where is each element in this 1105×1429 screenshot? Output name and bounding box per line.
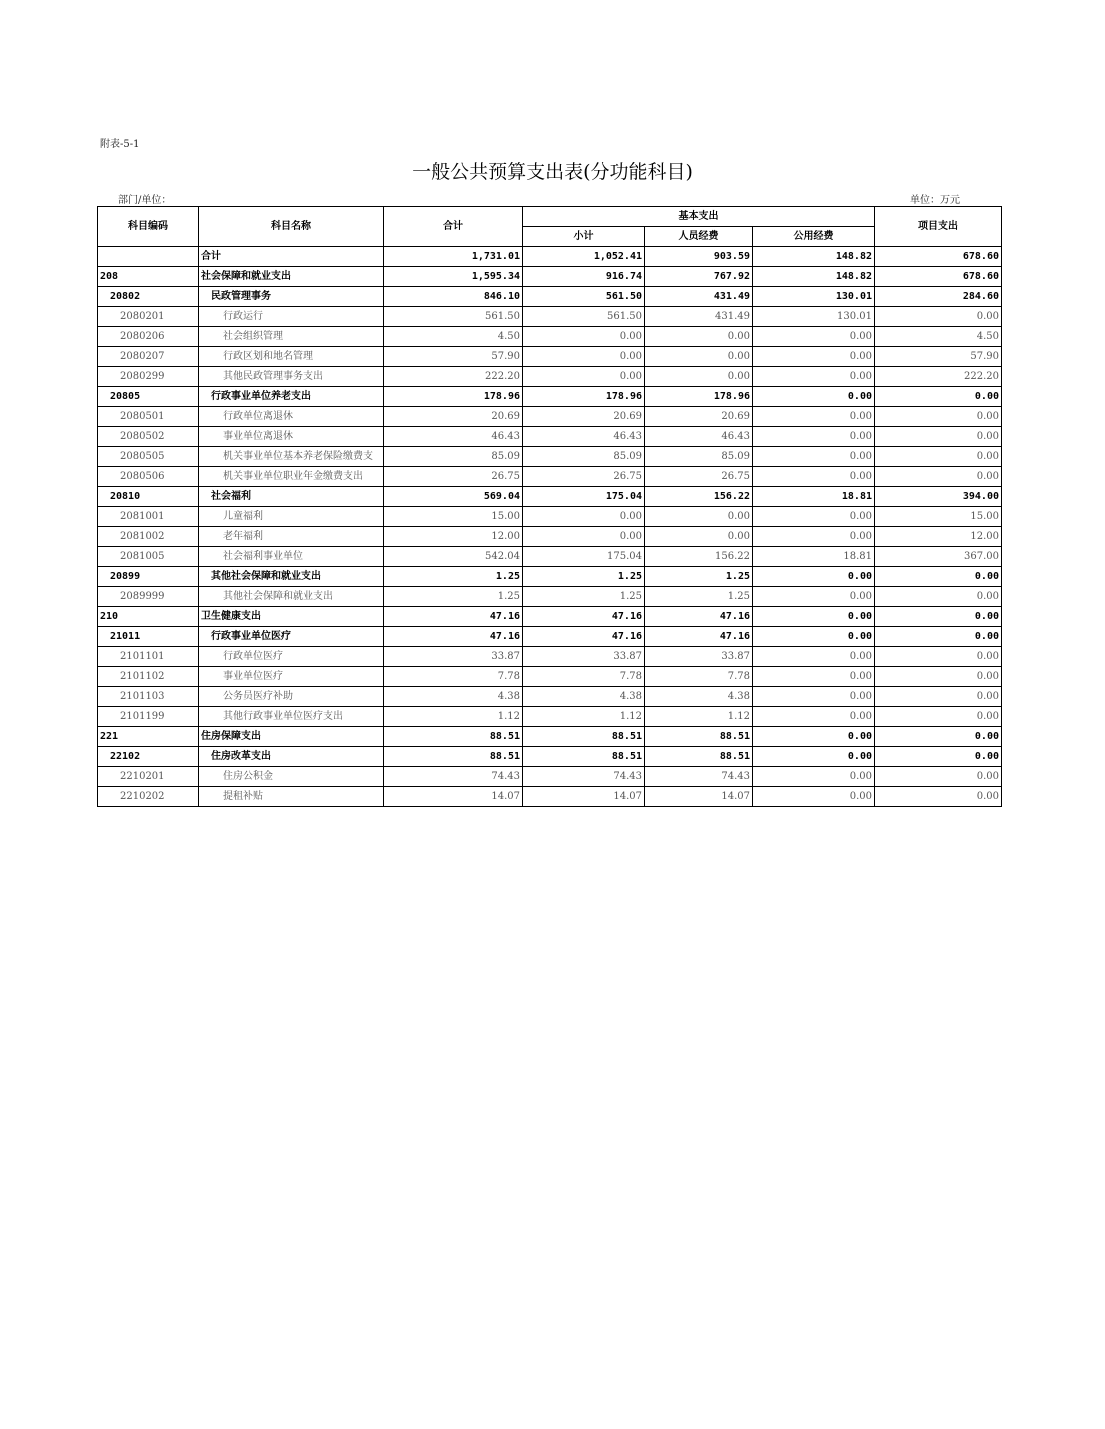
cell-total: 1,595.34 [384, 267, 523, 287]
cell-subtotal: 0.00 [523, 527, 645, 547]
cell-project: 0.00 [875, 747, 1002, 767]
cell-project: 284.60 [875, 287, 1002, 307]
unit-label: 单位：万元 [910, 195, 960, 206]
cell-public: 0.00 [753, 427, 875, 447]
table-row [98, 507, 1002, 527]
cell-personnel: 1.25 [645, 567, 753, 587]
cell-public: 130.01 [753, 307, 875, 327]
header-code: 科目编码 [98, 207, 199, 247]
table-row [98, 307, 1002, 327]
table-row [98, 567, 1002, 587]
cell-name: 民政管理事务 [199, 287, 384, 307]
cell-code: 210 [98, 607, 199, 627]
cell-public: 0.00 [753, 747, 875, 767]
cell-total: 569.04 [384, 487, 523, 507]
cell-subtotal: 4.38 [523, 687, 645, 707]
table-row [98, 647, 1002, 667]
cell-public: 0.00 [753, 327, 875, 347]
cell-personnel: 7.78 [645, 667, 753, 687]
cell-subtotal: 20.69 [523, 407, 645, 427]
cell-public: 0.00 [753, 407, 875, 427]
cell-name: 机关事业单位基本养老保险缴费支 [199, 447, 384, 467]
cell-personnel: 47.16 [645, 627, 753, 647]
cell-name: 行政区划和地名管理 [199, 347, 384, 367]
cell-name: 社会福利事业单位 [199, 547, 384, 567]
cell-code: 2080502 [98, 427, 199, 447]
cell-code: 20810 [98, 487, 199, 507]
cell-code: 2080207 [98, 347, 199, 367]
cell-code: 2081001 [98, 507, 199, 527]
cell-code: 20899 [98, 567, 199, 587]
cell-project: 0.00 [875, 647, 1002, 667]
cell-code: 20805 [98, 387, 199, 407]
cell-code: 2080506 [98, 467, 199, 487]
cell-public: 148.82 [753, 267, 875, 287]
cell-total: 7.78 [384, 667, 523, 687]
cell-public: 0.00 [753, 467, 875, 487]
cell-project: 0.00 [875, 687, 1002, 707]
cell-code: 2089999 [98, 587, 199, 607]
cell-project: 0.00 [875, 407, 1002, 427]
cell-public: 0.00 [753, 367, 875, 387]
cell-name: 住房公积金 [199, 767, 384, 787]
cell-personnel: 0.00 [645, 367, 753, 387]
cell-project: 15.00 [875, 507, 1002, 527]
cell-personnel: 33.87 [645, 647, 753, 667]
cell-personnel: 1.12 [645, 707, 753, 727]
table-row [98, 287, 1002, 307]
cell-total: 4.38 [384, 687, 523, 707]
cell-public: 0.00 [753, 507, 875, 527]
cell-code: 22102 [98, 747, 199, 767]
table-row [98, 407, 1002, 427]
cell-public: 0.00 [753, 527, 875, 547]
cell-total: 14.07 [384, 787, 523, 807]
cell-name: 住房保障支出 [199, 727, 384, 747]
cell-total: 15.00 [384, 507, 523, 527]
table-row [98, 387, 1002, 407]
cell-name: 行政事业单位医疗 [199, 627, 384, 647]
cell-code: 221 [98, 727, 199, 747]
cell-total: 47.16 [384, 627, 523, 647]
cell-code: 2210202 [98, 787, 199, 807]
cell-project: 4.50 [875, 327, 1002, 347]
cell-total: 561.50 [384, 307, 523, 327]
header-name: 科目名称 [199, 207, 384, 247]
cell-code: 208 [98, 267, 199, 287]
cell-subtotal: 0.00 [523, 367, 645, 387]
cell-total: 12.00 [384, 527, 523, 547]
cell-public: 0.00 [753, 627, 875, 647]
cell-name: 社会保障和就业支出 [199, 267, 384, 287]
cell-name: 儿童福利 [199, 507, 384, 527]
cell-personnel: 1.25 [645, 587, 753, 607]
cell-name: 行政单位医疗 [199, 647, 384, 667]
header-personnel: 人员经费 [645, 227, 753, 247]
cell-public: 0.00 [753, 707, 875, 727]
table-row [98, 627, 1002, 647]
cell-name: 其他社会保障和就业支出 [199, 567, 384, 587]
cell-public: 0.00 [753, 567, 875, 587]
table-row [98, 327, 1002, 347]
cell-name: 合计 [199, 247, 384, 267]
cell-total: 222.20 [384, 367, 523, 387]
cell-name: 住房改革支出 [199, 747, 384, 767]
table-row [98, 527, 1002, 547]
table-row [98, 267, 1002, 287]
cell-code [98, 247, 199, 267]
header-basic: 基本支出 [523, 207, 875, 227]
cell-total: 1,731.01 [384, 247, 523, 267]
cell-total: 20.69 [384, 407, 523, 427]
table-row [98, 367, 1002, 387]
cell-personnel: 767.92 [645, 267, 753, 287]
cell-public: 0.00 [753, 387, 875, 407]
cell-project: 222.20 [875, 367, 1002, 387]
cell-project: 0.00 [875, 787, 1002, 807]
cell-personnel: 85.09 [645, 447, 753, 467]
cell-code: 2101102 [98, 667, 199, 687]
cell-total: 1.12 [384, 707, 523, 727]
header-total: 合计 [384, 207, 523, 247]
cell-code: 20802 [98, 287, 199, 307]
header-public: 公用经费 [753, 227, 875, 247]
cell-total: 4.50 [384, 327, 523, 347]
cell-project: 0.00 [875, 767, 1002, 787]
table-row [98, 667, 1002, 687]
cell-name: 其他民政管理事务支出 [199, 367, 384, 387]
cell-code: 2080206 [98, 327, 199, 347]
table-row [98, 467, 1002, 487]
cell-personnel: 178.96 [645, 387, 753, 407]
cell-code: 2101101 [98, 647, 199, 667]
cell-subtotal: 33.87 [523, 647, 645, 667]
cell-total: 33.87 [384, 647, 523, 667]
cell-subtotal: 1.25 [523, 587, 645, 607]
cell-project: 678.60 [875, 247, 1002, 267]
attachment-label: 附表-5-1 [100, 139, 140, 150]
cell-public: 0.00 [753, 587, 875, 607]
cell-project: 0.00 [875, 567, 1002, 587]
cell-name: 行政运行 [199, 307, 384, 327]
cell-name: 其他社会保障和就业支出 [199, 587, 384, 607]
cell-subtotal: 14.07 [523, 787, 645, 807]
header-subtotal: 小计 [523, 227, 645, 247]
cell-project: 0.00 [875, 447, 1002, 467]
cell-total: 74.43 [384, 767, 523, 787]
cell-total: 88.51 [384, 747, 523, 767]
cell-subtotal: 0.00 [523, 347, 645, 367]
cell-code: 2080501 [98, 407, 199, 427]
cell-project: 0.00 [875, 667, 1002, 687]
cell-project: 0.00 [875, 587, 1002, 607]
table-row [98, 547, 1002, 567]
budget-table [97, 206, 1002, 807]
cell-name: 社会福利 [199, 487, 384, 507]
cell-code: 2080505 [98, 447, 199, 467]
cell-personnel: 431.49 [645, 307, 753, 327]
cell-public: 0.00 [753, 447, 875, 467]
cell-personnel: 88.51 [645, 727, 753, 747]
cell-project: 0.00 [875, 607, 1002, 627]
cell-code: 2210201 [98, 767, 199, 787]
cell-name: 其他行政事业单位医疗支出 [199, 707, 384, 727]
cell-subtotal: 74.43 [523, 767, 645, 787]
cell-personnel: 47.16 [645, 607, 753, 627]
table-row [98, 247, 1002, 267]
cell-public: 18.81 [753, 547, 875, 567]
cell-public: 0.00 [753, 607, 875, 627]
table-row [98, 787, 1002, 807]
table-row [98, 607, 1002, 627]
cell-subtotal: 175.04 [523, 547, 645, 567]
cell-public: 18.81 [753, 487, 875, 507]
cell-total: 88.51 [384, 727, 523, 747]
cell-personnel: 0.00 [645, 327, 753, 347]
cell-project: 0.00 [875, 707, 1002, 727]
cell-subtotal: 916.74 [523, 267, 645, 287]
cell-public: 0.00 [753, 647, 875, 667]
cell-subtotal: 85.09 [523, 447, 645, 467]
cell-code: 21011 [98, 627, 199, 647]
cell-personnel: 156.22 [645, 487, 753, 507]
cell-total: 1.25 [384, 567, 523, 587]
cell-name: 行政单位离退休 [199, 407, 384, 427]
table-row [98, 747, 1002, 767]
cell-total: 178.96 [384, 387, 523, 407]
cell-subtotal: 1.12 [523, 707, 645, 727]
cell-project: 0.00 [875, 467, 1002, 487]
cell-personnel: 74.43 [645, 767, 753, 787]
cell-code: 2101103 [98, 687, 199, 707]
cell-personnel: 903.59 [645, 247, 753, 267]
cell-subtotal: 561.50 [523, 287, 645, 307]
table-row [98, 767, 1002, 787]
cell-code: 2101199 [98, 707, 199, 727]
cell-subtotal: 178.96 [523, 387, 645, 407]
cell-personnel: 0.00 [645, 527, 753, 547]
cell-subtotal: 0.00 [523, 507, 645, 527]
cell-project: 0.00 [875, 387, 1002, 407]
cell-personnel: 20.69 [645, 407, 753, 427]
cell-subtotal: 26.75 [523, 467, 645, 487]
cell-total: 85.09 [384, 447, 523, 467]
cell-name: 提租补贴 [199, 787, 384, 807]
table-row [98, 347, 1002, 367]
cell-code: 2081005 [98, 547, 199, 567]
cell-subtotal: 561.50 [523, 307, 645, 327]
cell-public: 0.00 [753, 687, 875, 707]
cell-personnel: 431.49 [645, 287, 753, 307]
cell-personnel: 4.38 [645, 687, 753, 707]
cell-project: 367.00 [875, 547, 1002, 567]
cell-total: 47.16 [384, 607, 523, 627]
cell-code: 2080201 [98, 307, 199, 327]
cell-public: 0.00 [753, 727, 875, 747]
cell-subtotal: 88.51 [523, 747, 645, 767]
cell-public: 130.01 [753, 287, 875, 307]
cell-name: 事业单位医疗 [199, 667, 384, 687]
cell-total: 26.75 [384, 467, 523, 487]
cell-project: 0.00 [875, 627, 1002, 647]
cell-name: 行政事业单位养老支出 [199, 387, 384, 407]
cell-code: 2081002 [98, 527, 199, 547]
cell-project: 57.90 [875, 347, 1002, 367]
cell-name: 卫生健康支出 [199, 607, 384, 627]
cell-public: 0.00 [753, 787, 875, 807]
cell-personnel: 0.00 [645, 507, 753, 527]
cell-total: 542.04 [384, 547, 523, 567]
cell-subtotal: 7.78 [523, 667, 645, 687]
table-body [98, 247, 1002, 807]
cell-project: 12.00 [875, 527, 1002, 547]
cell-project: 0.00 [875, 727, 1002, 747]
cell-public: 0.00 [753, 767, 875, 787]
cell-project: 0.00 [875, 427, 1002, 447]
cell-total: 1.25 [384, 587, 523, 607]
table-row [98, 427, 1002, 447]
cell-code: 2080299 [98, 367, 199, 387]
table-row [98, 447, 1002, 467]
cell-subtotal: 175.04 [523, 487, 645, 507]
cell-subtotal: 1.25 [523, 567, 645, 587]
cell-public: 148.82 [753, 247, 875, 267]
cell-subtotal: 0.00 [523, 327, 645, 347]
page-title: 一般公共预算支出表(分功能科目) [412, 161, 693, 183]
cell-personnel: 46.43 [645, 427, 753, 447]
cell-total: 46.43 [384, 427, 523, 447]
cell-name: 社会组织管理 [199, 327, 384, 347]
table-row [98, 727, 1002, 747]
cell-public: 0.00 [753, 667, 875, 687]
cell-personnel: 156.22 [645, 547, 753, 567]
cell-personnel: 88.51 [645, 747, 753, 767]
cell-personnel: 0.00 [645, 347, 753, 367]
cell-name: 事业单位离退休 [199, 427, 384, 447]
table-row [98, 487, 1002, 507]
cell-project: 394.00 [875, 487, 1002, 507]
cell-personnel: 14.07 [645, 787, 753, 807]
cell-total: 846.10 [384, 287, 523, 307]
cell-name: 公务员医疗补助 [199, 687, 384, 707]
cell-public: 0.00 [753, 347, 875, 367]
table-row [98, 707, 1002, 727]
cell-name: 老年福利 [199, 527, 384, 547]
header-project: 项目支出 [875, 207, 1002, 247]
cell-subtotal: 47.16 [523, 627, 645, 647]
cell-subtotal: 46.43 [523, 427, 645, 447]
department-label: 部门/单位： [118, 195, 172, 206]
cell-subtotal: 47.16 [523, 607, 645, 627]
cell-subtotal: 1,052.41 [523, 247, 645, 267]
table-row [98, 687, 1002, 707]
cell-project: 0.00 [875, 307, 1002, 327]
cell-personnel: 26.75 [645, 467, 753, 487]
cell-total: 57.90 [384, 347, 523, 367]
table-header [98, 207, 1002, 247]
cell-subtotal: 88.51 [523, 727, 645, 747]
cell-name: 机关事业单位职业年金缴费支出 [199, 467, 384, 487]
cell-project: 678.60 [875, 267, 1002, 287]
table-row [98, 587, 1002, 607]
